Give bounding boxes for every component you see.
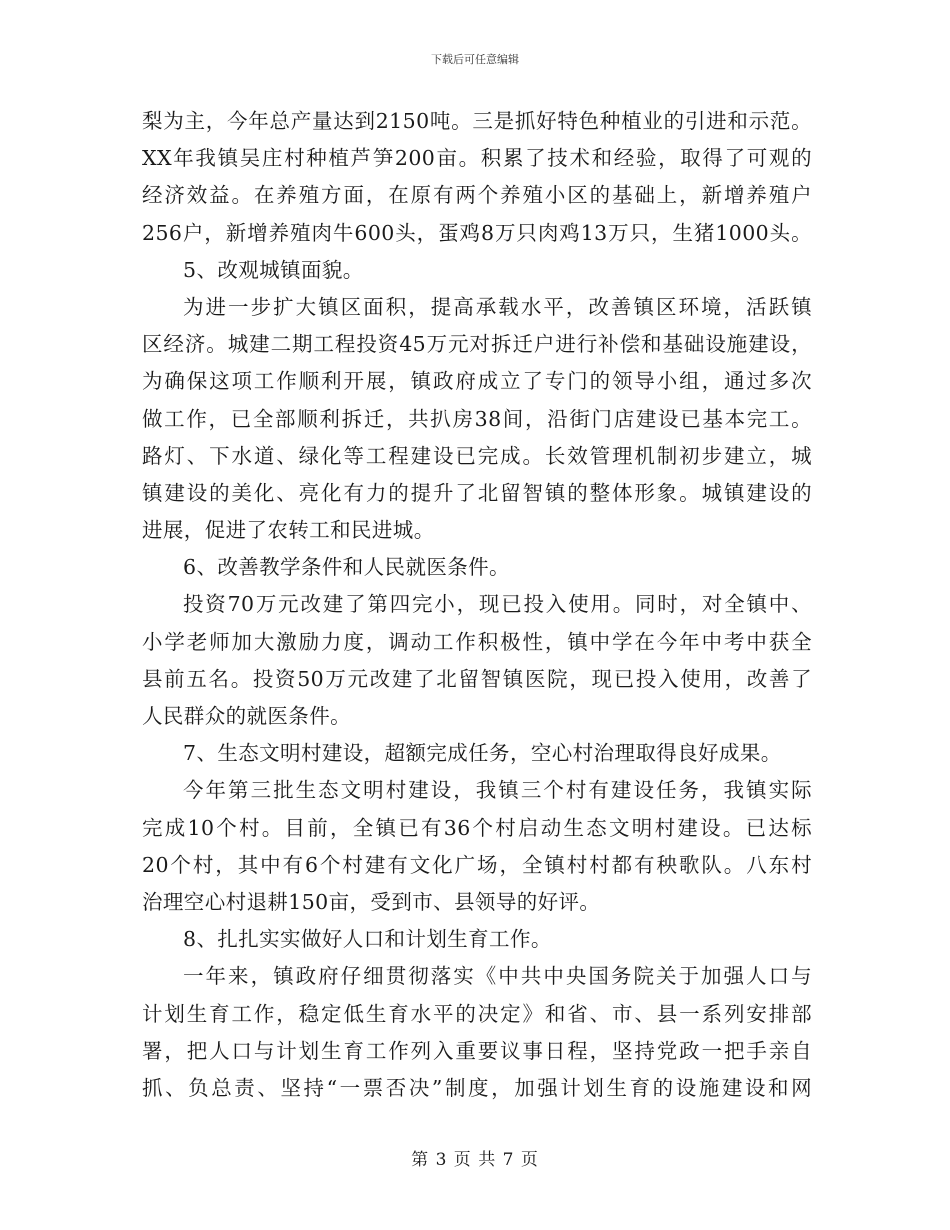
page-number-suffix: 页 — [520, 1150, 539, 1170]
text-line: 路灯、下水道、绿化等工程建设已完成。长效管理机制初步建立，城 — [142, 443, 812, 468]
section-heading: 6、改善教学条件和人民就医条件。 — [183, 555, 510, 580]
text-line: 为进一步扩大镇区面积，提高承载水平，改善镇区环境，活跃镇 — [183, 294, 812, 319]
text-line: 一年来，镇政府仔细贯彻落实《中共中央国务院关于加强人口与 — [183, 964, 812, 989]
text-line: 小学老师加大激励力度，调动工作积极性，镇中学在今年中考中获全 — [142, 629, 812, 654]
text-line: 抓、负总责、坚持“一票否决”制度，加强计划生育的设施建设和网 — [142, 1075, 812, 1100]
section-heading: 8、扎扎实实做好人口和计划生育工作。 — [183, 927, 552, 952]
page-number-middle: 页 共 — [453, 1150, 497, 1170]
page-header: 下载后可任意编辑 — [431, 53, 519, 66]
section-heading: 7、生态文明村建设，超额完成任务，空心村治理取得良好成果。 — [183, 741, 782, 766]
text-line: 人民群众的就医条件。 — [142, 704, 351, 728]
text-line: XX年我镇吴庄村种植芦笋200亩。积累了技术和经验，取得了可观的 — [142, 146, 812, 171]
total-pages-number: 7 — [502, 1150, 515, 1170]
text-line: 进展，促进了农转工和民进城。 — [142, 518, 435, 543]
text-line: 区经济。城建二期工程投资45万元对拆迁户进行补偿和基础设施建设， — [142, 332, 812, 357]
text-line: 治理空心村退耕150亩，受到市、县领导的好评。 — [142, 889, 601, 914]
text-line: 梨为主，今年总产量达到2150吨。三是抓好特色种植业的引进和示范。 — [142, 109, 812, 133]
text-line: 计划生育工作，稳定低生育水平的决定》和省、市、县一系列安排部 — [142, 1001, 812, 1026]
section-heading: 5、改观城镇面貌。 — [183, 257, 364, 282]
page-footer — [0, 1149, 950, 1171]
text-line: 署，把人口与计划生育工作列入重要议事日程，坚持党政一把手亲自 — [142, 1038, 812, 1063]
text-line: 256户，新增养殖肉牛600头，蛋鸡8万只肉鸡13万只，生猪1000头。 — [142, 220, 812, 245]
text-line: 投资70万元改建了第四完小，现已投入使用。同时，对全镇中、 — [183, 592, 812, 617]
text-line: 做工作，已全部顺利拆迁，共扒房38间，沿街门店建设已基本完工。 — [142, 406, 812, 431]
text-line: 镇建设的美化、亮化有力的提升了北留智镇的整体形象。城镇建设的 — [142, 480, 812, 505]
text-line: 经济效益。在养殖方面，在原有两个养殖小区的基础上，新增养殖户 — [142, 183, 812, 208]
text-line: 完成10个村。目前，全镇已有36个村启动生态文明村建设。已达标 — [142, 815, 812, 840]
document-body — [142, 103, 812, 1107]
text-line: 20个村，其中有6个村建有文化广场，全镇村村都有秧歌队。八东村 — [142, 852, 812, 877]
current-page-number: 3 — [435, 1150, 448, 1170]
text-line: 县前五名。投资50万元改建了北留智镇医院，现已投入使用，改善了 — [142, 666, 812, 691]
page-number-prefix: 第 — [411, 1150, 430, 1170]
text-line: 今年第三批生态文明村建设，我镇三个村有建设任务，我镇实际 — [183, 778, 812, 803]
text-line: 为确保这项工作顺利开展，镇政府成立了专门的领导小组，通过多次 — [142, 369, 812, 394]
